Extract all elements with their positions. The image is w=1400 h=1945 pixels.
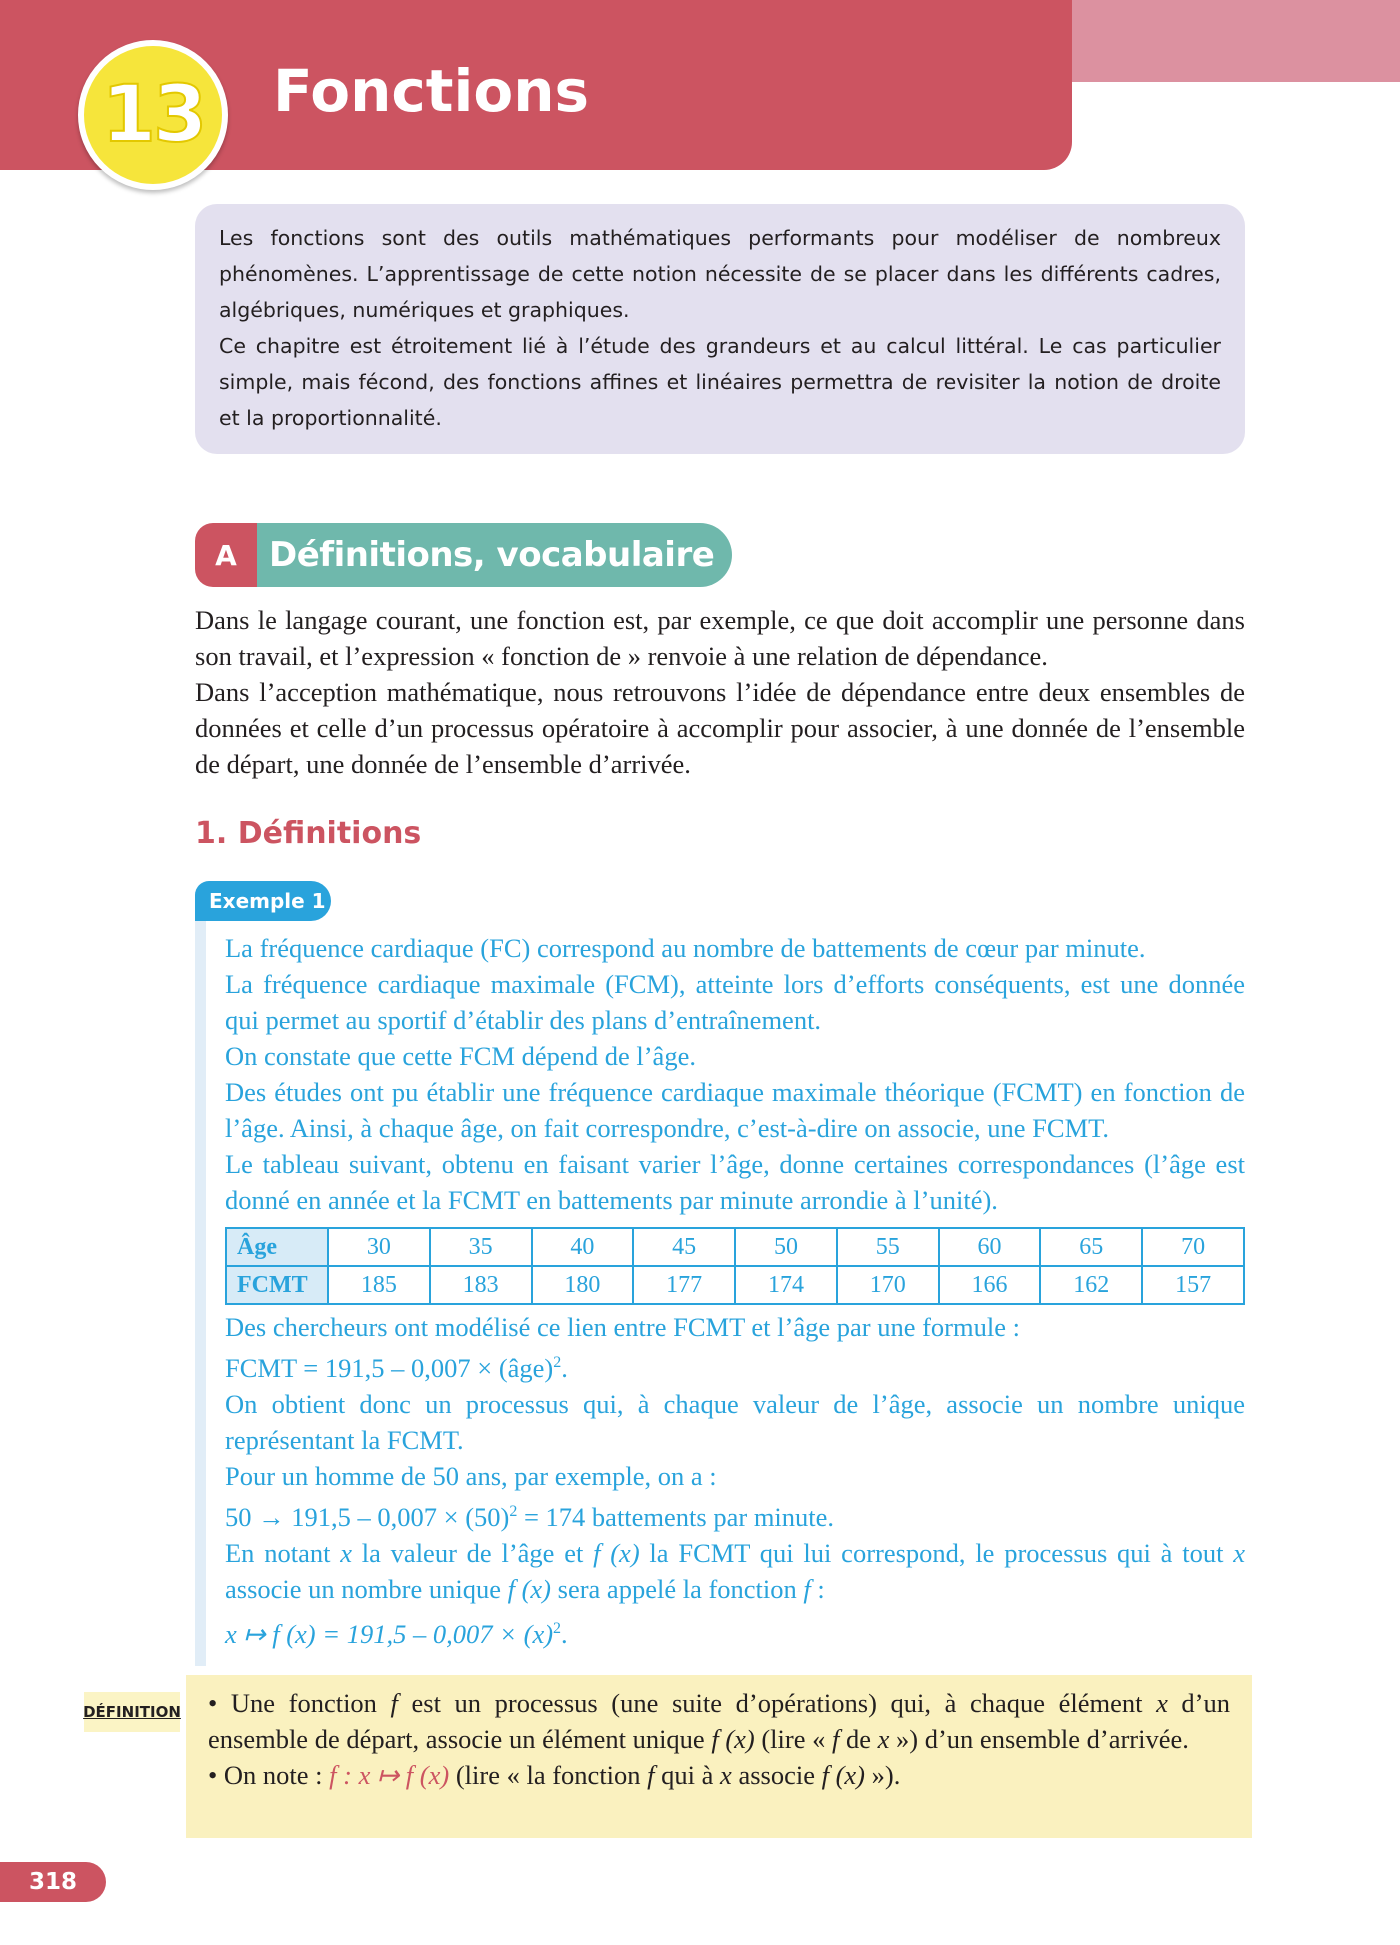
text-run: (lire « la fonction — [449, 1760, 648, 1790]
math-var: x — [1233, 1537, 1245, 1568]
chapter-title: Fonctions — [273, 57, 590, 125]
definition-box — [186, 1675, 1252, 1838]
math-expr: f (x) — [507, 1573, 552, 1604]
definition-bullet — [208, 1757, 1230, 1793]
text-run: la FCMT qui lui correspond, le processus qui à tout — [639, 1537, 1234, 1568]
section-a-intro — [195, 602, 1245, 782]
example-paragraph: La fréquence cardiaque (FC) correspond au nombre de battements de cœur par minute. — [225, 933, 1146, 963]
text-run: qui à — [654, 1760, 721, 1790]
math-expr: f (x) — [711, 1724, 755, 1754]
example-paragraph: On constate que cette FCM dépend de l’âge. — [225, 1041, 696, 1071]
math-expr: f (x) — [821, 1760, 865, 1790]
table-cell: 55 — [837, 1228, 939, 1266]
example-paragraph: Des chercheurs ont modélisé ce lien entre FCMT et l’âge par une formule : — [225, 1312, 1020, 1342]
math-notation: f : x ↦ f (x) — [329, 1760, 450, 1790]
text-run: est un processus (une suite d’opérations) qui, à chaque élément — [397, 1688, 1157, 1718]
example-paragraph: La fréquence cardiaque maximale (FCM), atteinte lors d’efforts conséquents, est une donnée qui permet au sportif d’établir des plans d’entraînement. — [225, 969, 1245, 1035]
formula-exponent: 2 — [553, 1619, 562, 1637]
text-run: associe un nombre unique — [225, 1573, 508, 1604]
row-header-age: Âge — [226, 1228, 328, 1266]
table-cell: 45 — [633, 1228, 735, 1266]
table-cell: 174 — [735, 1266, 837, 1304]
text-run: associe — [731, 1760, 822, 1790]
table-cell: 70 — [1142, 1228, 1244, 1266]
table-row-fcmt — [226, 1266, 1244, 1304]
chapter-number-badge — [78, 40, 228, 190]
example-side-bar — [195, 921, 206, 1666]
table-cell: 50 — [735, 1228, 837, 1266]
formula-text: x ↦ f (x) = 191,5 – 0,007 × (x) — [225, 1618, 554, 1649]
table-cell: 65 — [1040, 1228, 1142, 1266]
formula-fcmt — [225, 1345, 1245, 1386]
formula-text: = 174 battements par minute. — [517, 1501, 835, 1532]
table-cell: 162 — [1040, 1266, 1142, 1304]
text-run: »). — [865, 1760, 901, 1790]
definition-bullet — [208, 1685, 1230, 1757]
age-fcmt-table — [225, 1227, 1245, 1305]
math-var: f — [832, 1724, 840, 1754]
page-number: 318 — [0, 1862, 106, 1902]
math-var: x — [720, 1760, 732, 1790]
text-run: • Une fonction — [208, 1688, 391, 1718]
row-header-fcmt: FCMT — [226, 1266, 328, 1304]
formula-text: 50 → 191,5 – 0,007 × (50) — [225, 1501, 510, 1532]
text-run: ») d’un ensemble d’arrivée. — [889, 1724, 1189, 1754]
text-run: d’un ensemble de départ, associe un élément unique — [208, 1688, 1231, 1754]
table-cell: 40 — [532, 1228, 634, 1266]
text-run: : — [810, 1573, 825, 1604]
example-paragraph: On obtient donc un processus qui, à chaque valeur de l’âge, associe un nombre unique représentant la FCMT. — [225, 1388, 1245, 1455]
text-run: la valeur de l’âge et — [352, 1537, 594, 1568]
table-cell: 166 — [939, 1266, 1041, 1304]
section-title: Définitions, vocabulaire — [257, 523, 732, 587]
definition-label: DÉFINITION — [84, 1692, 180, 1732]
example-paragraph: Pour un homme de 50 ans, par exemple, on a : — [225, 1460, 717, 1491]
chapter-number: 13 — [101, 70, 205, 160]
formula-function — [225, 1611, 1245, 1652]
formula-exponent: 2 — [509, 1502, 518, 1520]
math-var: x — [340, 1537, 352, 1568]
table-cell: 35 — [430, 1228, 532, 1266]
section-letter: A — [195, 523, 257, 587]
text-run: sera appelé la fonction — [551, 1573, 804, 1604]
table-cell: 170 — [837, 1266, 939, 1304]
math-var: f — [803, 1573, 811, 1604]
formula-example-50 — [225, 1494, 1245, 1535]
table-cell: 185 — [328, 1266, 430, 1304]
example-paragraph: Le tableau suivant, obtenu en faisant varier l’âge, donne certaines correspondances (l’âge est donné en année et la FCMT en battements par minute arrondie à l’unité). — [225, 1149, 1245, 1215]
math-var: f — [647, 1760, 655, 1790]
chapter-intro-box — [195, 204, 1245, 454]
table-cell: 30 — [328, 1228, 430, 1266]
math-var: x — [1156, 1688, 1168, 1718]
text-run: (lire « — [754, 1724, 832, 1754]
math-var: x — [877, 1724, 890, 1754]
formula-text: . — [561, 1352, 568, 1383]
example-tag: Exemple 1 — [195, 881, 331, 921]
text-run: • On note : — [208, 1760, 330, 1790]
math-var: f — [390, 1688, 398, 1718]
header-tab-decoration — [1072, 0, 1400, 82]
formula-text: FCMT = 191,5 – 0,007 × (âge) — [225, 1352, 554, 1383]
table-cell: 183 — [430, 1266, 532, 1304]
subheading-definitions: 1. Définitions — [195, 816, 422, 851]
intro-paragraph: Les fonctions sont des outils mathématiques performants pour modéliser de nombreux phénomènes. L’apprentissage de cette notion nécessite de se placer dans les différents cadres, algébriques, numériques et graphiques. — [219, 226, 1221, 322]
text-run: En notant — [225, 1537, 341, 1568]
section-intro-paragraph: Dans l’acception mathématique, nous retrouvons l’idée de dépendance entre deux ensembles de données et celle d’un processus opératoire à accomplir pour associer, à une donnée de l’ensemble de départ, une donnée de l’ensemble d’arrivée. — [195, 677, 1245, 779]
example-paragraph: Des études ont pu établir une fréquence cardiaque maximale théorique (FCMT) en fonction de l’âge. Ainsi, à chaque âge, on fait correspondre, c’est-à-dire on associe, une FCMT. — [225, 1077, 1245, 1143]
formula-text: . — [561, 1618, 568, 1649]
intro-paragraph: Ce chapitre est étroitement lié à l’étude des grandeurs et au calcul littéral. Le cas particulier simple, mais fécond, des fonctions affines et linéaires permettra de revisiter la notion de droite et la proportionnalité. — [219, 334, 1221, 430]
table-cell: 177 — [633, 1266, 735, 1304]
table-cell: 60 — [939, 1228, 1041, 1266]
table-row-age — [226, 1228, 1244, 1266]
section-intro-paragraph: Dans le langage courant, une fonction est, par exemple, ce que doit accomplir une personne dans son travail, et l’expression « fonction de » renvoie à une relation de dépendance. — [195, 605, 1245, 671]
example-paragraph — [225, 1535, 1245, 1607]
formula-exponent: 2 — [553, 1354, 562, 1371]
example-body — [225, 930, 1245, 1651]
math-expr: f (x) — [593, 1537, 640, 1568]
table-cell: 180 — [532, 1266, 634, 1304]
section-a-heading — [195, 523, 732, 587]
text-run: de — [839, 1724, 878, 1754]
table-cell: 157 — [1142, 1266, 1244, 1304]
